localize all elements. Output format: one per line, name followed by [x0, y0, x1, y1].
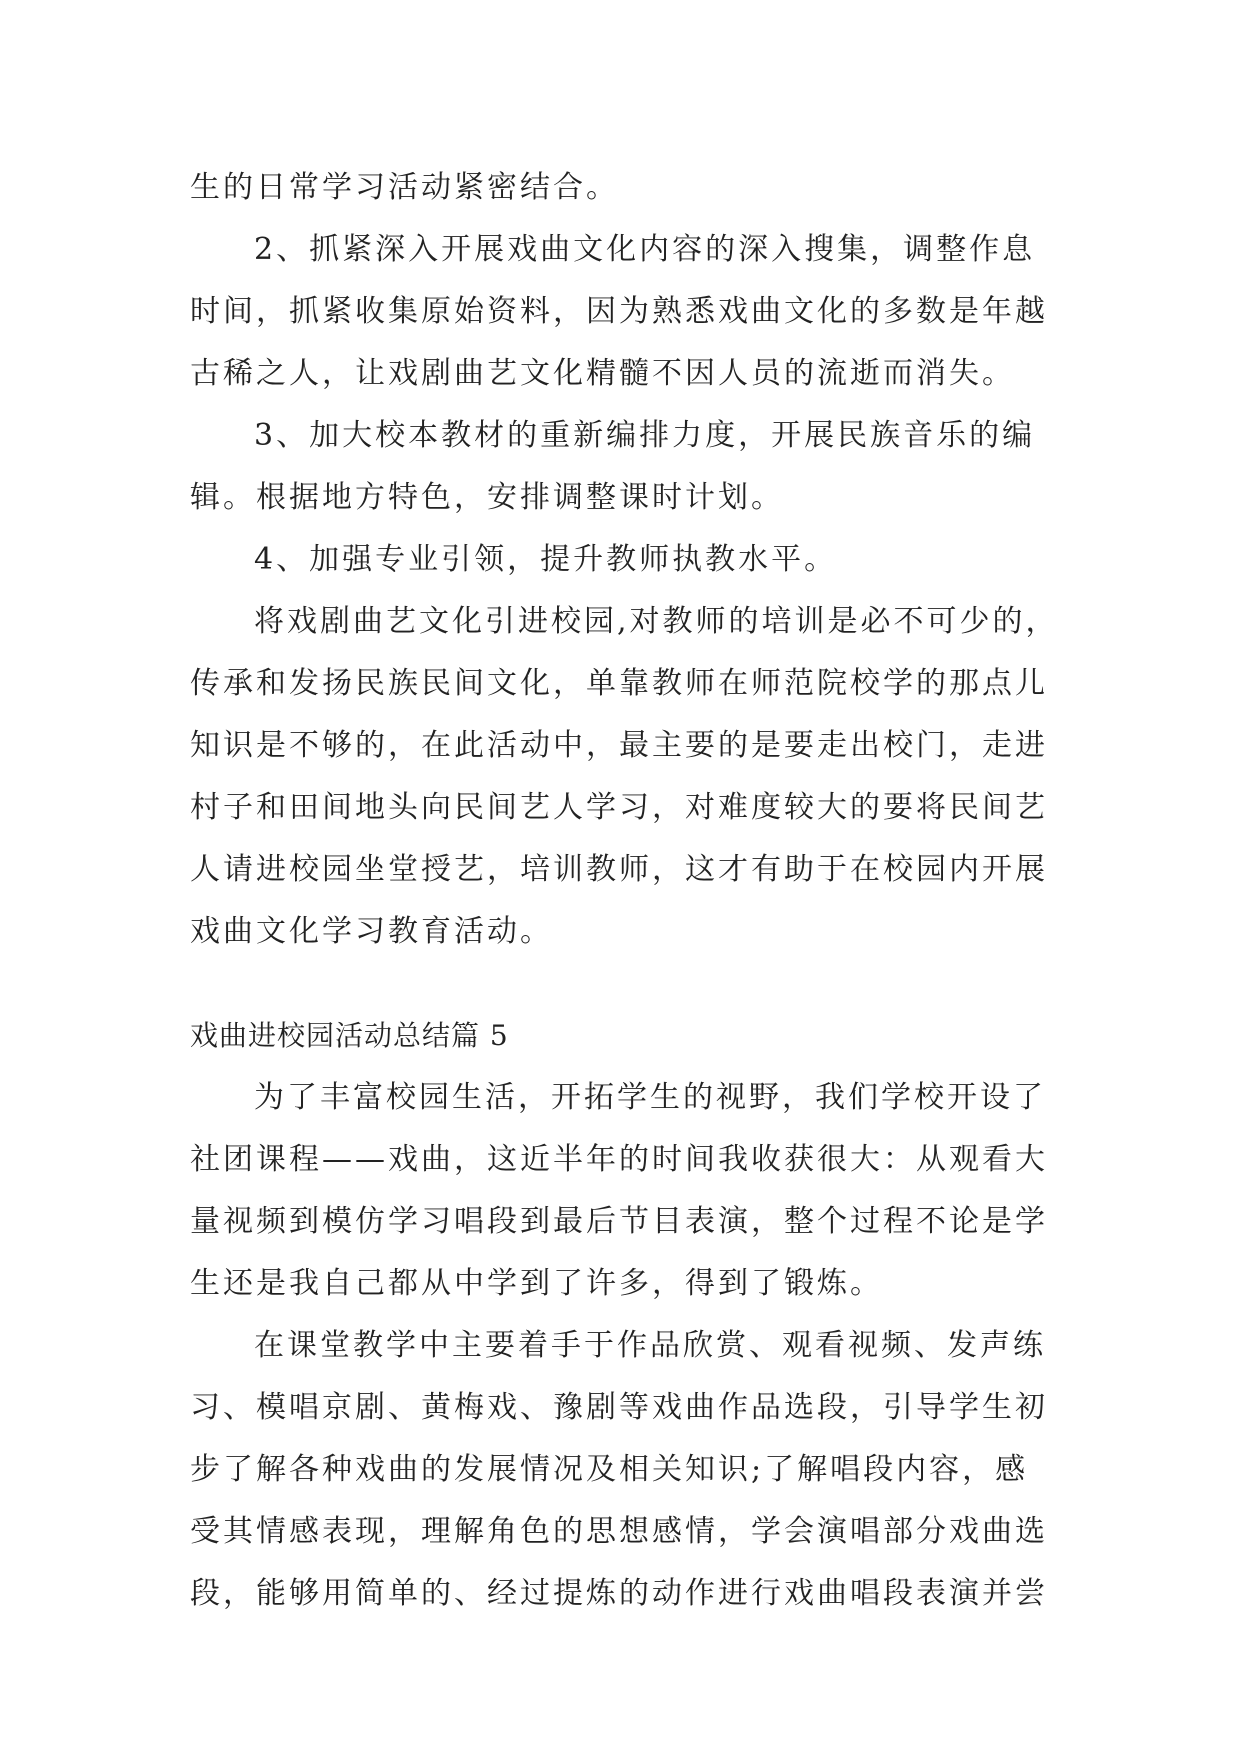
text-line: 受其情感表现，理解角色的思想感情，学会演唱部分戏曲选 — [190, 1514, 1048, 1549]
text-line: 知识是不够的，在此活动中，最主要的是要走出校门，走进 — [190, 728, 1048, 763]
text-line: 习、模唱京剧、黄梅戏、豫剧等戏曲作品选段，引导学生初 — [190, 1390, 1048, 1425]
paragraph — [190, 1315, 1050, 1625]
text-line: 村子和田间地头向民间艺人学习，对难度较大的要将民间艺 — [190, 790, 1048, 825]
paragraph — [190, 1067, 1050, 1315]
text-line: 古稀之人，让戏剧曲艺文化精髓不因人员的流逝而消失。 — [190, 356, 1015, 391]
text-line: 将戏剧曲艺文化引进校园,对教师的培训是必不可少的， — [254, 604, 1059, 639]
text-line: 社团课程——戏曲，这近半年的时间我收获很大：从观看大 — [190, 1142, 1048, 1177]
paragraph — [190, 405, 1050, 529]
text-line: 在课堂教学中主要着手于作品欣赏、观看视频、发声练 — [254, 1328, 1046, 1363]
text-line: 步了解各种戏曲的发展情况及相关知识;了解唱段内容，感 — [190, 1452, 1029, 1487]
paragraph — [190, 157, 1050, 219]
text-line: 时间，抓紧收集原始资料，因为熟悉戏曲文化的多数是年越 — [190, 294, 1048, 329]
section-spacer — [190, 963, 1050, 1005]
document-body — [190, 157, 1059, 1625]
paragraph — [190, 529, 1050, 591]
text-line: 传承和发扬民族民间文化，单靠教师在师范院校学的那点儿 — [190, 666, 1048, 701]
text-line: 3、加大校本教材的重新编排力度，开展民族音乐的编 — [254, 418, 1036, 453]
text-line: 生的日常学习活动紧密结合。 — [190, 170, 619, 205]
text-line: 量视频到模仿学习唱段到最后节目表演，整个过程不论是学 — [190, 1204, 1048, 1239]
text-line: 4、加强专业引领，提升教师执教水平。 — [254, 542, 838, 577]
paragraph — [190, 219, 1050, 405]
text-line: 戏曲文化学习教育活动。 — [190, 914, 553, 949]
text-line: 2、抓紧深入开展戏曲文化内容的深入搜集，调整作息 — [254, 232, 1036, 267]
text-line: 辑。根据地方特色，安排调整课时计划。 — [190, 480, 784, 515]
section-heading: 戏曲进校园活动总结篇 5 — [190, 1019, 509, 1052]
section-a — [190, 157, 1059, 963]
paragraph — [190, 591, 1059, 963]
section-b — [190, 1005, 1050, 1625]
text-line: 段，能够用简单的、经过提炼的动作进行戏曲唱段表演并尝 — [190, 1576, 1048, 1611]
text-line: 生还是我自己都从中学到了许多，得到了锻炼。 — [190, 1266, 883, 1301]
text-line: 人请进校园坐堂授艺，培训教师，这才有助于在校园内开展 — [190, 852, 1048, 887]
text-line: 为了丰富校园生活，开拓学生的视野，我们学校开设了 — [254, 1080, 1046, 1115]
